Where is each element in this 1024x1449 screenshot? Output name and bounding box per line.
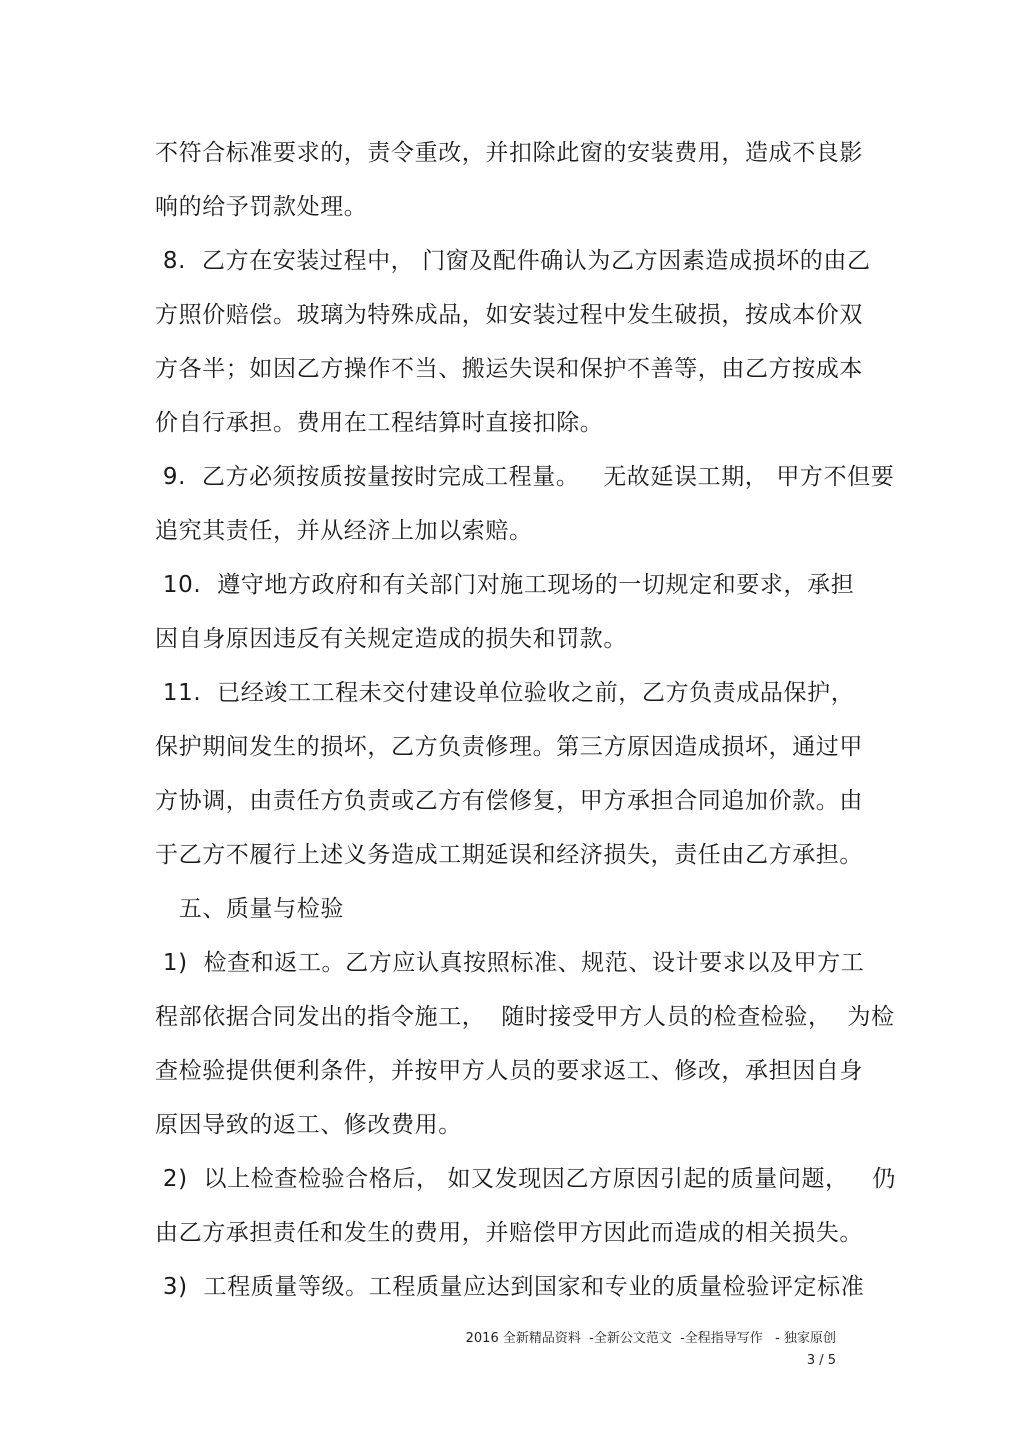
- list-item-8-line-4: 价自行承担。费用在工程结算时直接扣除。: [155, 410, 604, 436]
- body-text-line-1: 不符合标准要求的，责令重改，并扣除此窗的安装费用，造成不良影: [155, 140, 863, 166]
- list-item-9-line-2: 追究其责任，并从经济上加以索赔。: [155, 518, 533, 544]
- list-item-11-line-2: 保护期间发生的损坏，乙方负责修理。第三方原因造成损坏，通过甲: [155, 734, 863, 760]
- body-text-line-2: 响的给予罚款处理。: [155, 194, 368, 220]
- quality-item-1-line-3: 查检验提供便利条件，并按甲方人员的要求返工、修改，承担因自身: [155, 1058, 863, 1084]
- quality-item-3-line-1: 3) 工程质量等级。工程质量应达到国家和专业的质量检验评定标准: [155, 1274, 865, 1300]
- quality-item-1-line-2: 程部依据合同发出的指令施工， 随时接受甲方人员的检查检验， 为检: [155, 1004, 895, 1030]
- list-item-11-line-1: 11. 已经竣工工程未交付建设单位验收之前，乙方负责成品保护，: [155, 680, 855, 706]
- footer-note: 2016 全新精品资料 -全新公文范文 -全程指导写作 - 独家原创: [465, 1331, 836, 1346]
- section-heading-quality: 五、质量与检验: [155, 896, 344, 922]
- list-item-8-line-1: 8. 乙方在安装过程中， 门窗及配件确认为乙方因素造成损坏的由乙: [155, 248, 871, 274]
- list-item-8-line-3: 方各半；如因乙方操作不当、搬运失误和保护不善等，由乙方按成本: [155, 356, 863, 382]
- list-item-10-line-2: 因自身原因违反有关规定造成的损失和罚款。: [155, 626, 627, 652]
- list-item-8-line-2: 方照价赔偿。玻璃为特殊成品，如安装过程中发生破损，按成本价双: [155, 302, 863, 328]
- list-item-9-line-1: 9. 乙方必须按质按量按时完成工程量。 无故延误工期， 甲方不但要: [155, 464, 895, 490]
- quality-item-2-line-1: 2) 以上检查检验合格后， 如又发现因乙方原因引起的质量问题， 仍: [155, 1166, 896, 1192]
- quality-item-1-line-1: 1) 检查和返工。乙方应认真按照标准、规范、设计要求以及甲方工: [155, 950, 865, 976]
- list-item-10-line-1: 10. 遵守地方政府和有关部门对施工现场的一切规定和要求，承担: [155, 572, 855, 598]
- quality-item-2-line-2: 由乙方承担责任和发生的费用，并赔偿甲方因此而造成的相关损失。: [155, 1220, 863, 1246]
- page-number: 3 / 5: [806, 1353, 836, 1368]
- quality-item-1-line-4: 原因导致的返工、修改费用。: [155, 1112, 462, 1138]
- list-item-11-line-3: 方协调，由责任方负责或乙方有偿修复，甲方承担合同追加价款。由: [155, 788, 863, 814]
- list-item-11-line-4: 于乙方不履行上述义务造成工期延误和经济损失，责任由乙方承担。: [155, 842, 863, 868]
